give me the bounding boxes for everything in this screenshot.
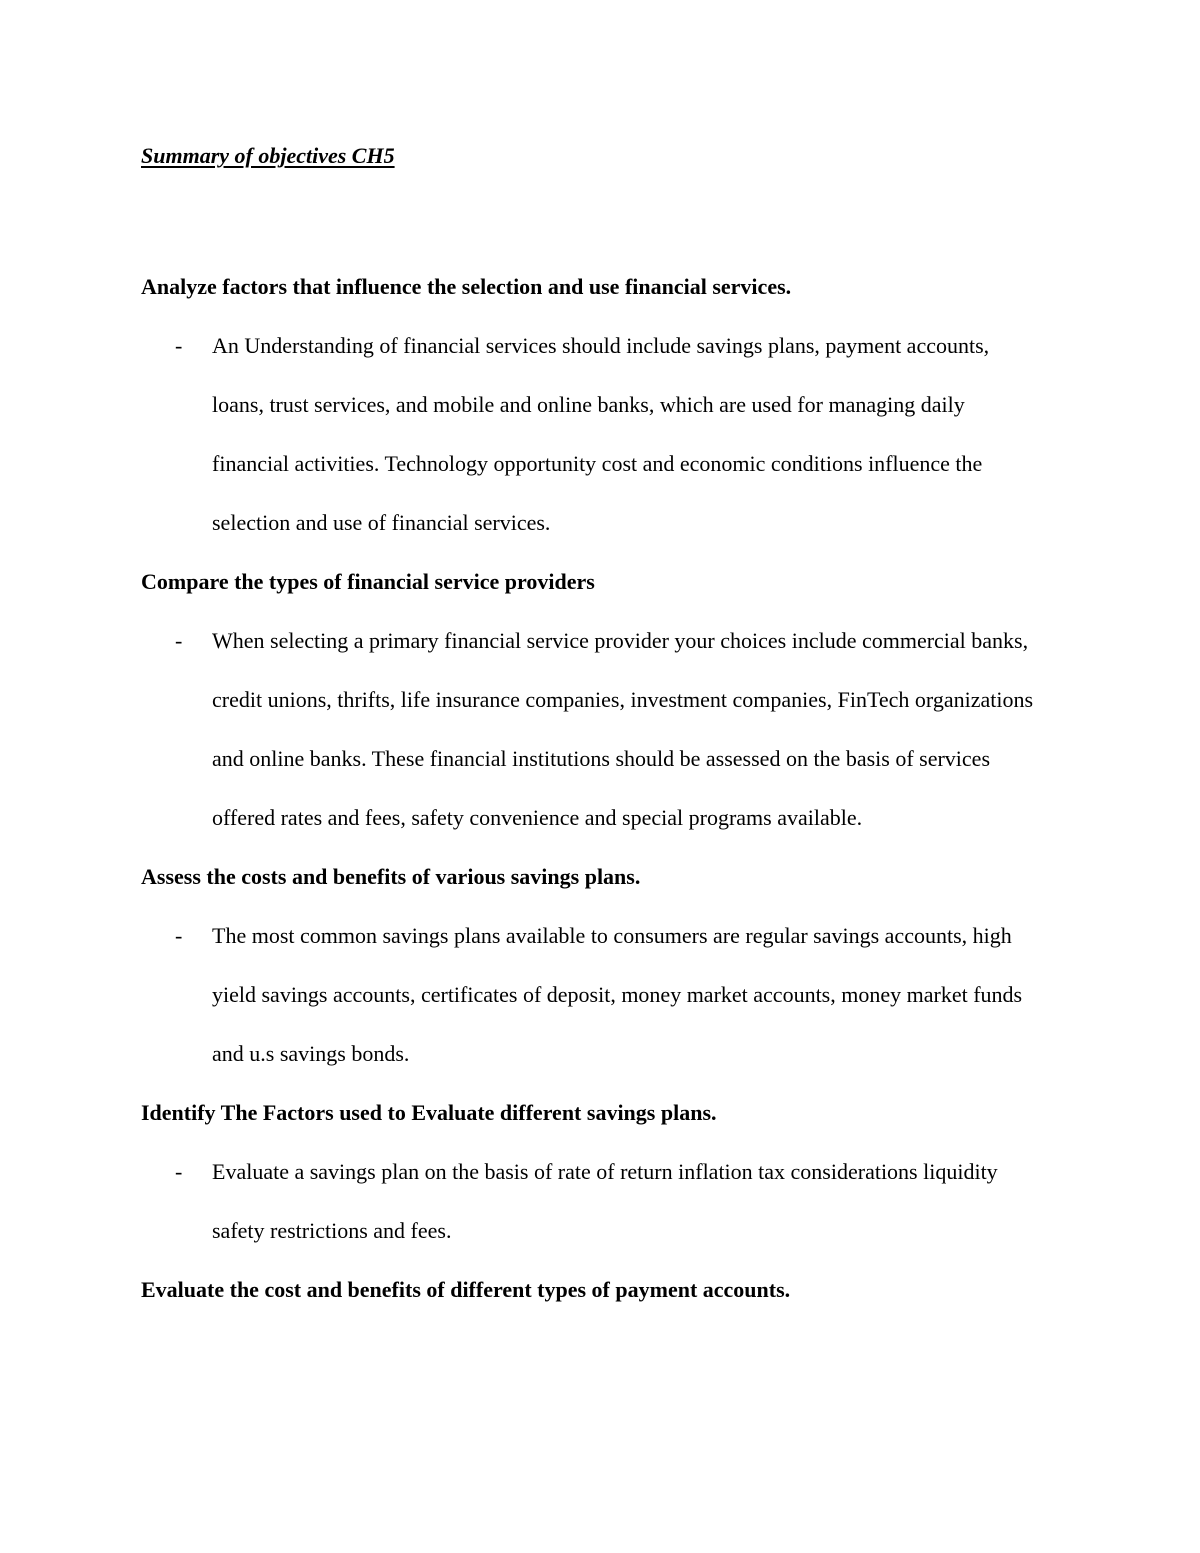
bullet-dash: -: [175, 628, 183, 653]
objective-section: [141, 847, 1041, 1083]
bullet-dash: -: [175, 923, 183, 948]
bullet-item: [141, 1142, 1041, 1260]
bullet-text: The most common savings plans available to consumers are regular savings accounts, high yield savings accounts, certificates of deposit, money market accounts, money market funds and u.s savings bonds.: [212, 923, 1023, 1066]
section-heading: Evaluate the cost and benefits of different types of payment accounts.: [141, 1277, 791, 1302]
bullet-text: When selecting a primary financial service provider your choices include commercial banks, credit unions, thrifts, life insurance companies, investment companies, FinTech organizations and online banks. These financial institutions should be assessed on the basis of services offered rates and fees, safety convenience and special programs available.: [212, 628, 1034, 830]
objective-section: [141, 552, 1041, 847]
bullet-dash: -: [175, 1159, 183, 1184]
objective-section: [141, 1260, 1041, 1319]
document-title: Summary of objectives CH5: [141, 143, 395, 168]
section-heading: Identify The Factors used to Evaluate different savings plans.: [141, 1100, 717, 1125]
section-heading: Analyze factors that influence the selection and use financial services.: [141, 274, 792, 299]
bullet-text: Evaluate a savings plan on the basis of rate of return inflation tax considerations liquidity safety restrictions and fees.: [212, 1159, 998, 1243]
section-heading: Assess the costs and benefits of various savings plans.: [141, 864, 641, 889]
bullet-text: An Understanding of financial services should include savings plans, payment accounts, loans, trust services, and mobile and online banks, which are used for managing daily financial activities. Technology opportunity cost and economic conditions influence the selection and use of financial services.: [212, 333, 990, 535]
bullet-item: [141, 906, 1041, 1083]
bullet-item: [141, 316, 1041, 552]
bullet-dash: -: [175, 333, 183, 358]
objective-section: [141, 1083, 1041, 1260]
objective-section: [141, 257, 1041, 552]
document-body: [141, 257, 1041, 1319]
bullet-item: [141, 611, 1041, 847]
section-heading: Compare the types of financial service providers: [141, 569, 595, 594]
